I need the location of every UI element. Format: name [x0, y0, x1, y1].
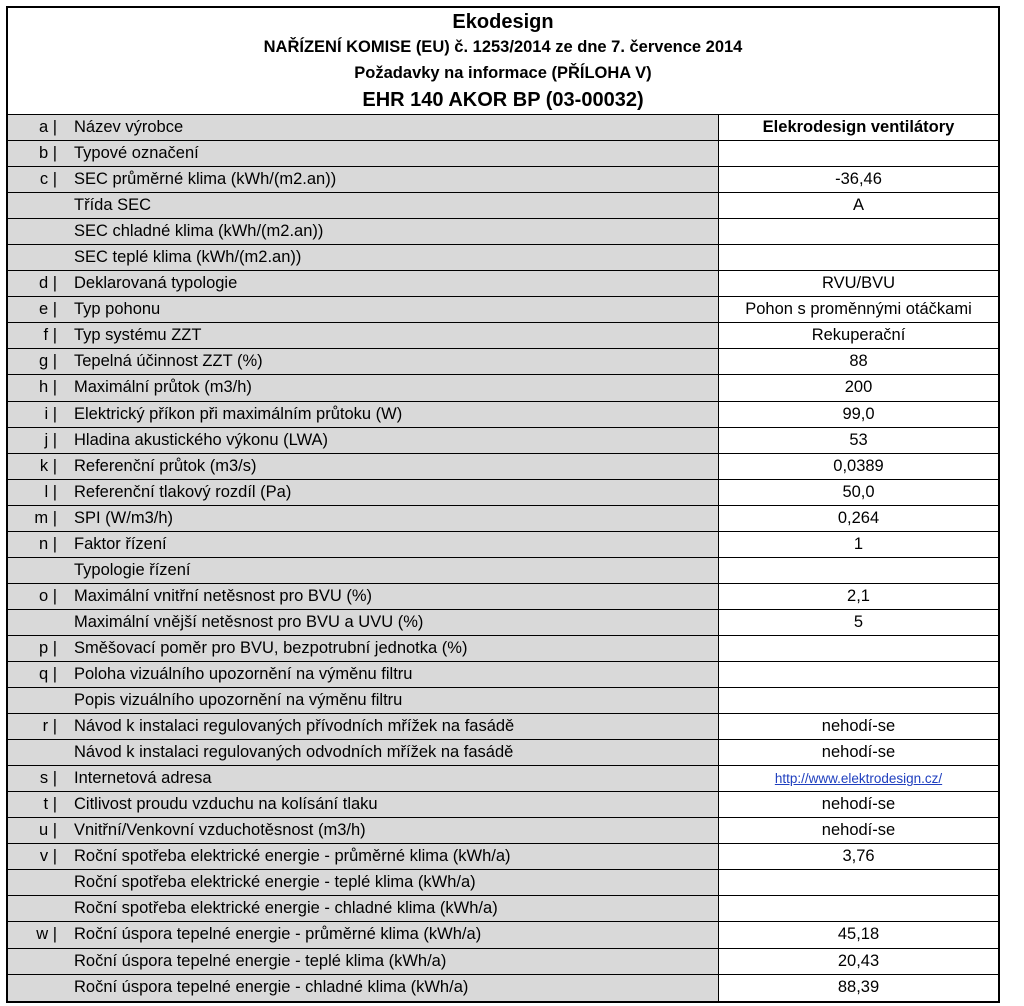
row-letter: t |: [43, 795, 57, 814]
row-label: Internetová adresa: [74, 769, 212, 788]
row-letter: [8, 975, 57, 1001]
row-letter: h |: [38, 378, 57, 397]
website-link[interactable]: http://www.elektrodesign.cz/: [774, 771, 943, 787]
row-letter: [8, 896, 57, 921]
table-row: [8, 792, 998, 818]
row-value: 0,264: [718, 506, 998, 531]
row-value: [718, 141, 998, 166]
row-label: Typ pohonu: [74, 300, 161, 319]
row-label: Maximální průtok (m3/h): [74, 378, 252, 397]
row-letter: [8, 688, 57, 713]
row-label: SEC chladné klima (kWh/(m2.an)): [74, 222, 324, 241]
table-row: [8, 532, 998, 558]
row-value: [718, 662, 998, 687]
row-value: Pohon s proměnnými otáčkami: [718, 297, 998, 322]
row-label: Referenční průtok (m3/s): [74, 456, 257, 475]
row-label: Typ systému ZZT: [74, 326, 202, 345]
table-row: [8, 323, 998, 349]
row-label: Název výrobce: [74, 118, 184, 136]
table-row: [8, 844, 998, 870]
row-letter: u |: [38, 821, 57, 840]
row-label: SPI (W/m3/h): [74, 508, 174, 527]
row-value: -36,46: [718, 167, 998, 192]
table-row: [8, 818, 998, 844]
row-letter: k |: [39, 456, 57, 475]
table-row: [8, 349, 998, 375]
row-letter: [8, 870, 57, 895]
table-row: [8, 949, 998, 975]
row-letter: d |: [38, 274, 57, 293]
table-row: [8, 506, 998, 532]
row-label: Elektrický příkon při maximálním průtoku (W): [74, 404, 403, 423]
row-value: [718, 219, 998, 244]
table-row: [8, 402, 998, 428]
table-row: [8, 975, 998, 1001]
row-label: Tepelná účinnost ZZT (%): [74, 352, 263, 371]
row-value: [718, 896, 998, 921]
table-row: [8, 584, 998, 610]
row-label: Vnitřní/Venkovní vzduchotěsnost (m3/h): [74, 821, 366, 840]
row-letter: g |: [38, 352, 57, 371]
row-label: Roční spotřeba elektrické energie - chladné klima (kWh/a): [74, 899, 498, 918]
table-row: [8, 636, 998, 662]
row-letter: a |: [38, 118, 57, 136]
row-letter: l |: [44, 482, 57, 501]
table-row: [8, 245, 998, 271]
row-label: Typologie řízení: [74, 560, 191, 579]
row-value: 5: [718, 610, 998, 635]
row-value: [718, 870, 998, 895]
row-label: Poloha vizuálního upozornění na výměnu filtru: [74, 664, 413, 683]
row-value: nehodí-se: [718, 818, 998, 843]
ecodesign-sheet: [6, 6, 1000, 1003]
row-label: Návod k instalaci regulovaných přívodních mřížek na fasádě: [74, 717, 515, 736]
row-value: [718, 636, 998, 661]
row-value: [718, 688, 998, 713]
row-label: SEC průměrné klima (kWh/(m2.an)): [74, 170, 337, 189]
row-letter: q |: [38, 664, 57, 683]
table-row: [8, 922, 998, 948]
row-letter: [8, 245, 57, 270]
row-label: Roční úspora tepelné energie - průměrné klima (kWh/a): [74, 925, 482, 944]
row-label: Směšovací poměr pro BVU, bezpotrubní jednotka (%): [74, 638, 468, 657]
row-letter: [8, 219, 57, 244]
row-label: Roční úspora tepelné energie - chladné klima (kWh/a): [74, 977, 469, 996]
table-row: [8, 141, 998, 167]
row-value: [718, 558, 998, 583]
row-label: Roční spotřeba elektrické energie - průměrné klima (kWh/a): [74, 847, 511, 866]
table-row: [8, 558, 998, 584]
row-label: Referenční tlakový rozdíl (Pa): [74, 482, 292, 501]
table-row: [8, 375, 998, 401]
row-letter: i |: [44, 404, 57, 423]
row-label: Roční úspora tepelné energie - teplé klima (kWh/a): [74, 951, 447, 970]
row-letter: o |: [38, 586, 57, 605]
row-letter: j |: [44, 430, 57, 449]
row-value: 45,18: [718, 922, 998, 947]
row-letter: [8, 949, 57, 974]
table-row: [8, 167, 998, 193]
row-value: 53: [718, 428, 998, 453]
product-name: EHR 140 AKOR BP (03-00032): [362, 89, 644, 111]
row-value: [718, 766, 998, 791]
row-value: 0,0389: [718, 454, 998, 479]
sheet-title: Ekodesign: [452, 11, 554, 33]
row-letter: w |: [36, 925, 57, 944]
row-value: 2,1: [718, 584, 998, 609]
row-value: 88: [718, 349, 998, 374]
row-value: nehodí-se: [718, 740, 998, 765]
row-label: Faktor řízení: [74, 534, 167, 553]
row-label: Typové označení: [74, 144, 199, 163]
row-label: Maximální vnější netěsnost pro BVU a UVU (%): [74, 612, 424, 631]
table-row: [8, 193, 998, 219]
table-row: [8, 714, 998, 740]
row-label: Popis vizuálního upozornění na výměnu filtru: [74, 691, 403, 710]
row-label: Roční spotřeba elektrické energie - teplé klima (kWh/a): [74, 873, 476, 892]
row-label: Citlivost proudu vzduchu na kolísání tlaku: [74, 795, 378, 814]
requirements-subtitle: Požadavky na informace (PŘÍLOHA V): [354, 64, 652, 82]
table-row: [8, 610, 998, 636]
row-letter: r |: [42, 717, 57, 736]
row-letter: [8, 193, 57, 218]
table-row: [8, 454, 998, 480]
table-row: [8, 428, 998, 454]
row-value: 200: [718, 375, 998, 400]
table-row: [8, 480, 998, 506]
row-letter: s |: [39, 769, 57, 788]
row-value: 3,76: [718, 844, 998, 869]
row-value: RVU/BVU: [718, 271, 998, 296]
sheet-header: [8, 8, 998, 115]
row-letter: v |: [39, 847, 57, 866]
row-value: 88,39: [718, 975, 998, 1001]
regulation-reference: NAŘÍZENÍ KOMISE (EU) č. 1253/2014 ze dne 7. července 2014: [263, 38, 743, 56]
row-letter: f |: [43, 326, 57, 345]
parameter-table: [8, 115, 998, 1001]
table-row: [8, 219, 998, 245]
row-value: 50,0: [718, 480, 998, 505]
table-row: [8, 870, 998, 896]
row-value: 99,0: [718, 402, 998, 427]
row-letter: c |: [39, 170, 57, 189]
row-value: A: [718, 193, 998, 218]
table-row: [8, 271, 998, 297]
row-letter: n |: [38, 534, 57, 553]
table-row: [8, 766, 998, 792]
row-value: 1: [718, 532, 998, 557]
table-row: [8, 115, 998, 141]
row-letter: b |: [38, 144, 57, 163]
row-value: 20,43: [718, 949, 998, 974]
row-label: Hladina akustického výkonu (LWA): [74, 430, 329, 449]
row-letter: m |: [34, 508, 57, 527]
row-value: nehodí-se: [718, 792, 998, 817]
table-row: [8, 297, 998, 323]
row-label: Maximální vnitřní netěsnost pro BVU (%): [74, 586, 373, 605]
table-row: [8, 896, 998, 922]
row-value: Elekrodesign ventilátory: [718, 115, 998, 140]
row-letter: p |: [38, 638, 57, 657]
row-letter: [8, 610, 57, 635]
row-letter: [8, 740, 57, 765]
row-label: Deklarovaná typologie: [74, 274, 238, 293]
row-label: Návod k instalaci regulovaných odvodních mřížek na fasádě: [74, 743, 514, 762]
table-row: [8, 740, 998, 766]
table-row: [8, 688, 998, 714]
row-label: Třída SEC: [74, 196, 152, 215]
row-letter: [8, 558, 57, 583]
row-letter: e |: [38, 300, 57, 319]
row-label: SEC teplé klima (kWh/(m2.an)): [74, 248, 302, 267]
row-value: [718, 245, 998, 270]
row-value: Rekuperační: [718, 323, 998, 348]
row-value: nehodí-se: [718, 714, 998, 739]
table-row: [8, 662, 998, 688]
